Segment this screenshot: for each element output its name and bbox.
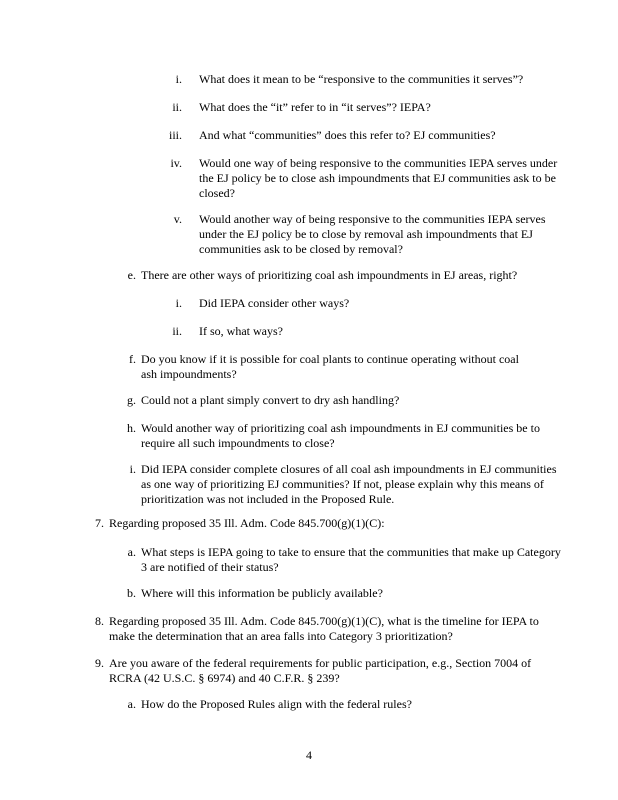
- item-label: e.: [127, 268, 136, 282]
- item-text: Did IEPA consider complete closures of all coal ash impoundments in EJ communities as one way of prioritizing EJ communities? If not, please explain why this means of prioritization was not included in the Proposed Rule.: [141, 462, 557, 506]
- item-text: What does it mean to be “responsive to the communities it serves”?: [199, 72, 524, 86]
- item-text: Would another way of prioritizing coal ash impoundments in EJ communities be to require all such impoundments to close?: [141, 421, 540, 450]
- item-label: g.: [127, 393, 136, 407]
- item-text: Regarding proposed 35 Ill. Adm. Code 845.700(g)(1)(C), what is the timeline for IEPA to make the determination that an area falls into Category 3 prioritization?: [109, 614, 539, 643]
- item-label: ii.: [172, 100, 182, 114]
- item-label: iv.: [170, 156, 182, 170]
- item-label: h.: [127, 421, 136, 435]
- item-text: Do you know if it is possible for coal plants to continue operating without coal ash impoundments?: [141, 352, 519, 381]
- item-label: 8.: [95, 614, 104, 628]
- item-label: 9.: [95, 656, 104, 670]
- item-label: iii.: [168, 128, 182, 142]
- item-label: f.: [129, 352, 136, 366]
- item-label: v.: [173, 212, 182, 226]
- item-text: If so, what ways?: [199, 324, 283, 338]
- item-text: Did IEPA consider other ways?: [199, 296, 350, 310]
- item-text: What steps is IEPA going to take to ensure that the communities that make up Category 3 are notified of their status?: [141, 545, 561, 574]
- item-text: And what “communities” does this refer to? EJ communities?: [199, 128, 496, 142]
- item-text: Would one way of being responsive to the communities IEPA serves under the EJ policy be to close ash impoundments that EJ communities ask to be closed?: [199, 156, 558, 200]
- item-label: i.: [175, 72, 182, 86]
- item-text: There are other ways of prioritizing coal ash impoundments in EJ areas, right?: [141, 268, 518, 282]
- item-label: b.: [127, 586, 136, 600]
- item-text: What does the “it” refer to in “it serves”? IEPA?: [199, 100, 431, 114]
- item-text: Are you aware of the federal requirements for public participation, e.g., Section 7004 of RCRA (42 U.S.C. § 6974) and 40 C.F.R. § 239?: [109, 656, 532, 685]
- item-text: Would another way of being responsive to the communities IEPA serves under the EJ policy be to close by removal ash impoundments that EJ communities ask to be closed by removal?: [199, 212, 546, 256]
- item-text: Could not a plant simply convert to dry ash handling?: [141, 393, 400, 407]
- item-label: i.: [129, 462, 136, 476]
- item-text: Regarding proposed 35 Ill. Adm. Code 845.700(g)(1)(C):: [109, 516, 385, 530]
- item-text: How do the Proposed Rules align with the federal rules?: [141, 697, 412, 711]
- item-label: 7.: [95, 516, 104, 530]
- page-number: 4: [306, 748, 312, 762]
- item-label: i.: [175, 296, 182, 310]
- item-label: a.: [127, 545, 136, 559]
- item-label: ii.: [172, 324, 182, 338]
- item-text: Where will this information be publicly available?: [141, 586, 383, 600]
- item-label: a.: [127, 697, 136, 711]
